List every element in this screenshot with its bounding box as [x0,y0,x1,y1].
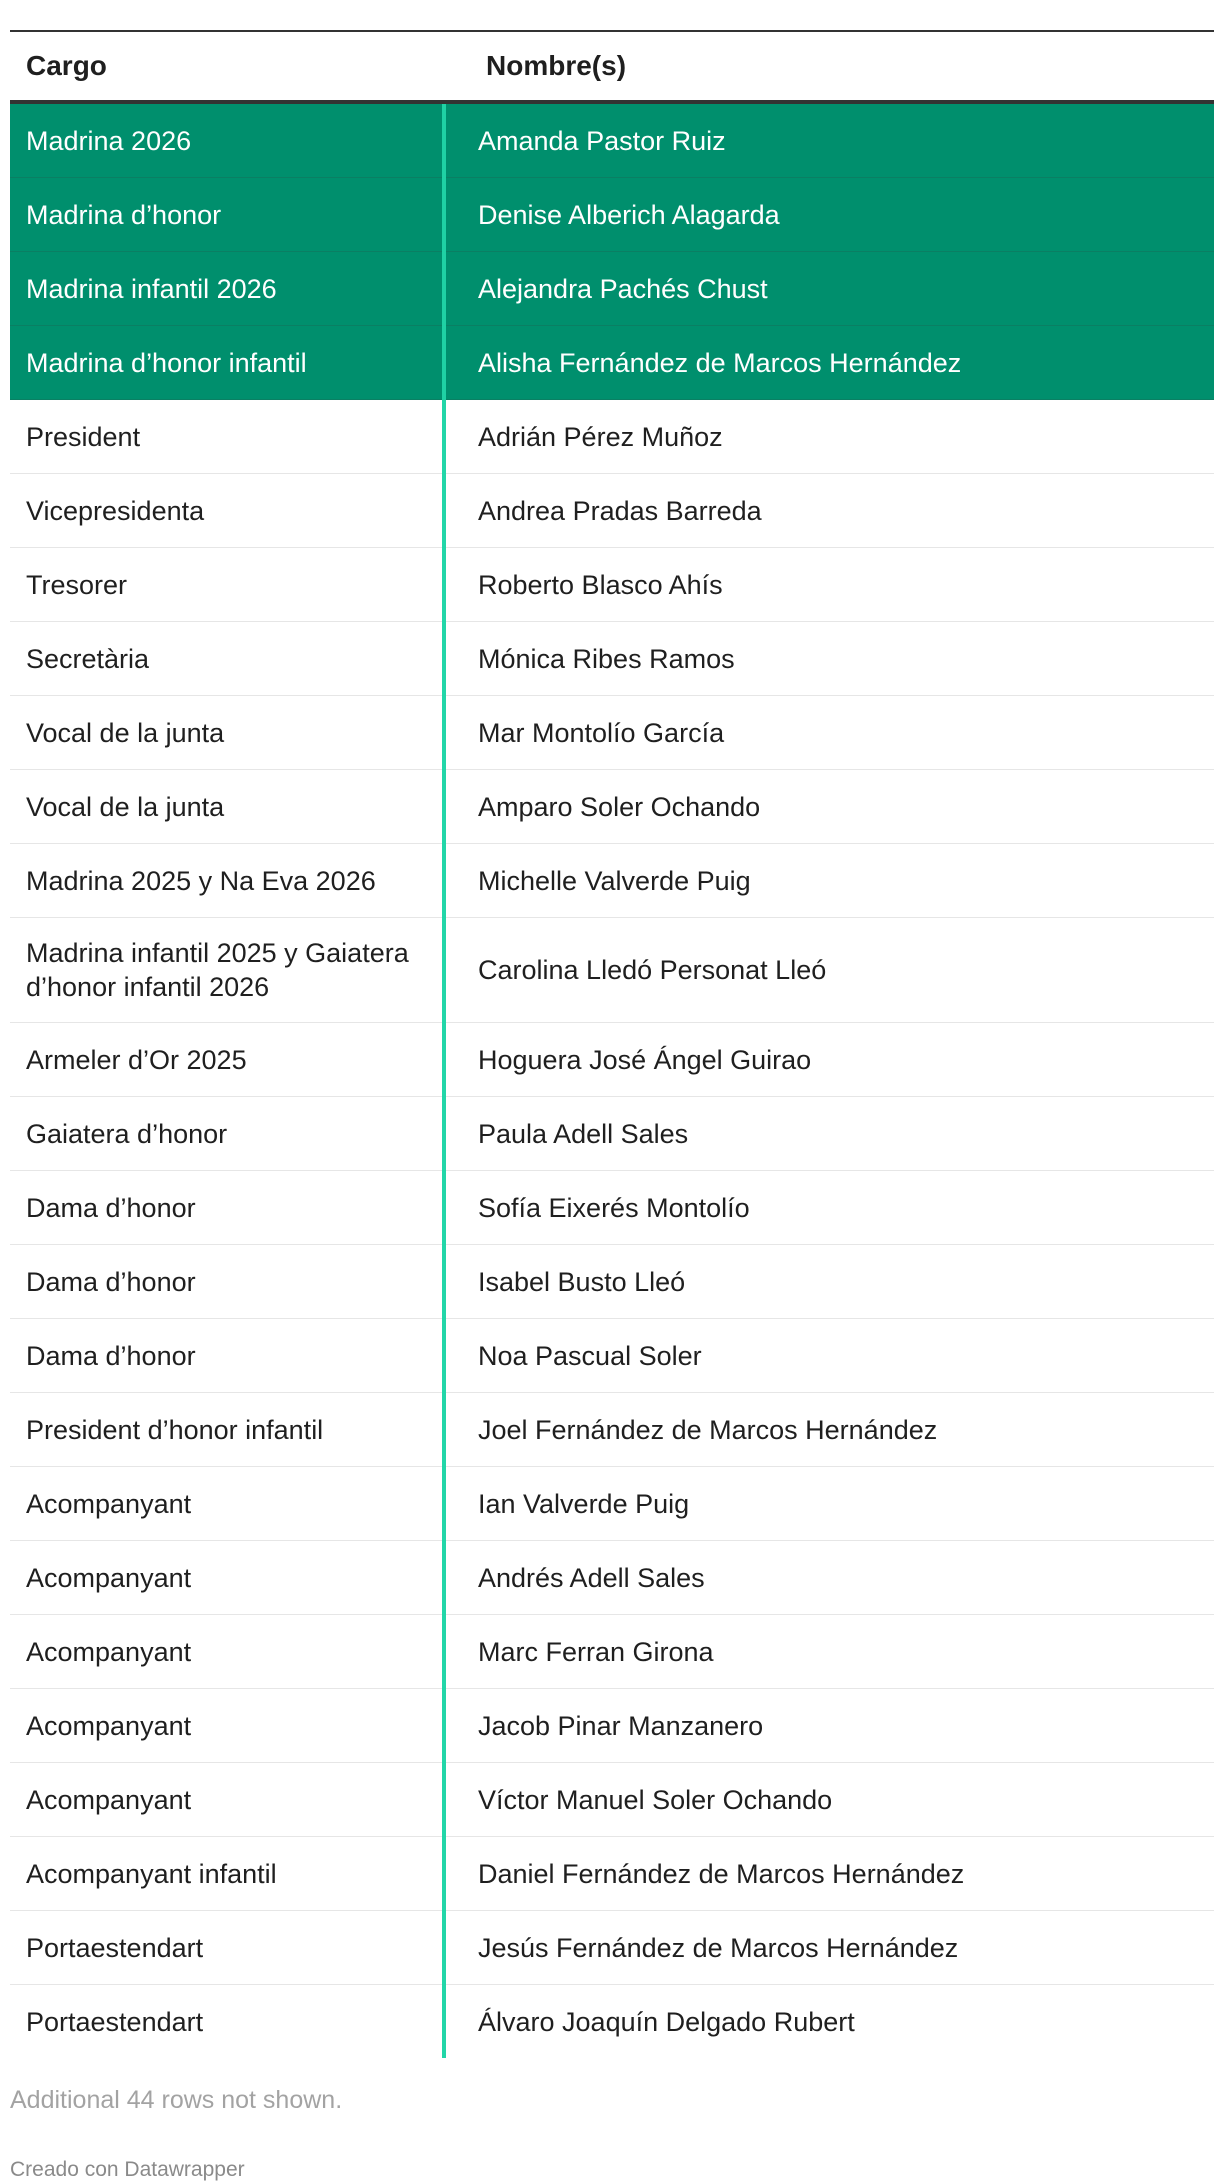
table-row [10,1023,1214,1097]
cell-nombre: Andrea Pradas Barreda [444,474,1214,548]
table-row [10,844,1214,918]
table-row [10,1393,1214,1467]
data-table [10,32,1214,2058]
cell-nombre: Hoguera José Ángel Guirao [444,1023,1214,1097]
table-row [10,1985,1214,2059]
column-header-nombres[interactable]: Nombre(s) [444,32,1214,102]
cell-cargo: Acompanyant [10,1467,444,1541]
table-header-row [10,32,1214,102]
datawrapper-credit[interactable]: Creado con Datawrapper [10,2158,245,2181]
cell-nombre: Carolina Lledó Personat Lleó [444,918,1214,1023]
table-container [10,30,1214,2058]
table-row [10,1689,1214,1763]
cell-nombre: Ian Valverde Puig [444,1467,1214,1541]
cell-cargo: President d’honor infantil [10,1393,444,1467]
cell-nombre: Sofía Eixerés Montolío [444,1171,1214,1245]
cell-nombre: Adrián Pérez Muñoz [444,400,1214,474]
cell-cargo: Madrina d’honor [10,178,444,252]
cell-cargo: Portaestendart [10,1985,444,2059]
cell-nombre: Marc Ferran Girona [444,1615,1214,1689]
cell-cargo: Acompanyant [10,1689,444,1763]
cell-nombre: Daniel Fernández de Marcos Hernández [444,1837,1214,1911]
table-row [10,400,1214,474]
cell-cargo: Madrina 2026 [10,102,444,178]
cell-nombre: Andrés Adell Sales [444,1541,1214,1615]
rows-not-shown-note: Additional 44 rows not shown. [10,2086,343,2114]
cell-cargo: Madrina infantil 2025 y Gaiatera d’honor infantil 2026 [10,918,444,1023]
table-row [10,1171,1214,1245]
table-row [10,1097,1214,1171]
cell-nombre: Álvaro Joaquín Delgado Rubert [478,2006,855,2037]
table-body [10,102,1214,2058]
cell-cargo: Dama d’honor [10,1245,444,1319]
table-row [10,696,1214,770]
cell-cargo: Vocal de la junta [10,770,444,844]
table-row [10,1763,1214,1837]
table-row [10,102,1214,178]
cell-cargo: Acompanyant infantil [10,1837,444,1911]
table-row [10,548,1214,622]
table-row [10,1319,1214,1393]
table-row [10,474,1214,548]
table-row [10,326,1214,400]
cell-nombre: Noa Pascual Soler [444,1319,1214,1393]
cell-cargo: President [10,400,444,474]
cell-cargo: Dama d’honor [10,1319,444,1393]
cell-nombre: Amparo Soler Ochando [444,770,1214,844]
cell-cargo: Secretària [10,622,444,696]
table-row [10,1837,1214,1911]
cell-nombre: Víctor Manuel Soler Ochando [444,1763,1214,1837]
cell-cargo: Madrina d’honor infantil [10,326,444,400]
cell-nombre: Amanda Pastor Ruiz [444,102,1214,178]
cell-nombre: Jacob Pinar Manzanero [444,1689,1214,1763]
table-row [10,1911,1214,1985]
table-row [10,770,1214,844]
cell-nombre: Denise Alberich Alagarda [444,178,1214,252]
cell-cargo: Vocal de la junta [10,696,444,770]
cell-nombre: Mónica Ribes Ramos [444,622,1214,696]
cell-nombre: Paula Adell Sales [444,1097,1214,1171]
cell-nombre: Alisha Fernández de Marcos Hernández [444,326,1214,400]
table-row [10,1467,1214,1541]
cell-nombre: Isabel Busto Lleó [444,1245,1214,1319]
cell-nombre: Mar Montolío García [444,696,1214,770]
table-row [10,1615,1214,1689]
table-row [10,178,1214,252]
cell-cargo: Armeler d’Or 2025 [10,1023,444,1097]
cell-nombre: Michelle Valverde Puig [444,844,1214,918]
table-row [10,252,1214,326]
cell-cargo: Acompanyant [10,1763,444,1837]
cell-nombre: Joel Fernández de Marcos Hernández [444,1393,1214,1467]
cell-cargo: Dama d’honor [10,1171,444,1245]
table-row [10,622,1214,696]
cell-cargo: Gaiatera d’honor [10,1097,444,1171]
cell-cargo: Vicepresidenta [10,474,444,548]
column-header-cargo[interactable]: Cargo [10,32,444,102]
cell-cargo: Acompanyant [10,1541,444,1615]
table-row [10,1541,1214,1615]
cell-cargo: Portaestendart [10,1911,444,1985]
cell-cargo: Madrina infantil 2026 [10,252,444,326]
table-row [10,918,1214,1023]
cell-cargo: Tresorer [10,548,444,622]
cell-nombre: Roberto Blasco Ahís [444,548,1214,622]
cell-cargo: Madrina 2025 y Na Eva 2026 [10,844,444,918]
cell-nombre: Jesús Fernández de Marcos Hernández [444,1911,1214,1985]
cell-nombre: Alejandra Pachés Chust [444,252,1214,326]
cell-cargo: Acompanyant [10,1615,444,1689]
table-row [10,1245,1214,1319]
